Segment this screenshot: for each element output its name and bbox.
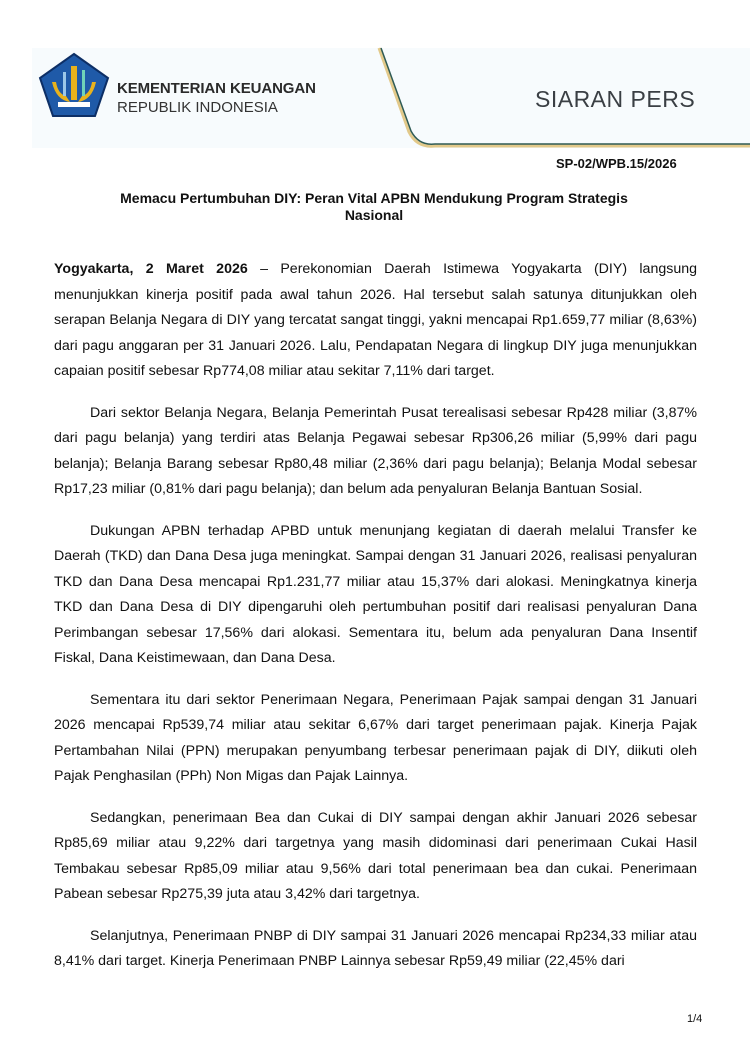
paragraph-1: Yogyakarta, 2 Maret 2026 – Perekonomian Daerah Istimewa Yogyakarta (DIY) langsung menunjukkan kinerja positif pada awal tahun 2026. Hal tersebut salah satunya ditunjukkan oleh serapan Belanja Negara di DIY yang tercatat sangat tinggi, yakni mencapai Rp1.659,77 miliar (8,63%) dari pagu anggaran per 31 Januari 2026. Lalu, Pendapatan Negara di lingkup DIY juga menunjukkan capaian positif sebesar Rp774,08 miliar atau sekitar 7,11% dari target.	[54, 261, 697, 379]
paragraph-5: Sedangkan, penerimaan Bea dan Cukai di DIY sampai dengan akhir Januari 2026 sebesar Rp85,69 miliar atau 9,22% dari targetnya yang masih didominasi dari penerimaan Cukai Hasil Tembakau sebesar Rp85,09 miliar atau 9,56% dari total penerimaan bea dan cukai. Penerimaan Pabean sebesar Rp275,39 juta atau 3,42% dari targetnya.	[54, 809, 697, 902]
article-body	[54, 257, 697, 991]
dateline: Yogyakarta, 2 Maret 2026	[54, 261, 248, 277]
paragraph-4: Sementara itu dari sektor Penerimaan Negara, Penerimaan Pajak sampai dengan 31 Januari 2026 mencapai Rp539,74 miliar atau sekitar 6,67% dari target penerimaan pajak. Kinerja Pajak Pertambahan Nilai (PPN) merupakan penyumbang terbesar penerimaan pajak di DIY, diikuti oleh Pajak Penghasilan (PPh) Non Migas dan Pajak Lainnya.	[54, 691, 697, 784]
document-type-label: SIARAN PERS	[535, 86, 696, 112]
paragraph-2: Dari sektor Belanja Negara, Belanja Pemerintah Pusat terealisasi sebesar Rp428 miliar (3,87% dari pagu belanja) yang terdiri atas Belanja Pegawai sebesar Rp306,26 miliar (5,99% dari pagu belanja); Belanja Barang sebesar Rp80,48 miliar (2,36% dari pagu belanja); Belanja Modal sebesar Rp17,23 miliar (0,81% dari pagu belanja); dan belum ada penyaluran Belanja Bantuan Sosial.	[54, 404, 697, 497]
document-number: SP-02/WPB.15/2026	[556, 156, 677, 171]
org-subtitle: REPUBLIK INDONESIA	[117, 99, 278, 116]
page-title: Memacu Pertumbuhan DIY: Peran Vital APBN Mendukung Program Strategis Nasional	[120, 190, 628, 223]
paragraph-6: Selanjutnya, Penerimaan PNBP di DIY sampai 31 Januari 2026 mencapai Rp234,33 miliar atau 8,41% dari target. Kinerja Penerimaan PNBP Lainnya sebesar Rp59,49 miliar (22,45% dari	[54, 927, 697, 969]
organization-name-block	[117, 79, 316, 118]
org-name: KEMENTERIAN KEUANGAN	[117, 80, 316, 97]
page-number: 1/4	[687, 1013, 703, 1025]
kemenkeu-logo-icon	[38, 52, 110, 118]
paragraph-3: Dukungan APBN terhadap APBD untuk menunjang kegiatan di daerah melalui Transfer ke Daerah (TKD) dan Dana Desa juga meningkat. Sampai dengan 31 Januari 2026, realisasi penyaluran TKD dan Dana Desa mencapai Rp1.231,77 miliar atau 15,37% dari alokasi. Meningkatnya kinerja TKD dan Dana Desa di DIY dipengaruhi oleh pertumbuhan positif dari realisasi penyaluran Dana Perimbangan sebesar 17,56% dari alokasi. Sementara itu, belum ada penyaluran Dana Insentif Fiskal, Dana Keistimewaan, dan Dana Desa.	[54, 522, 697, 666]
